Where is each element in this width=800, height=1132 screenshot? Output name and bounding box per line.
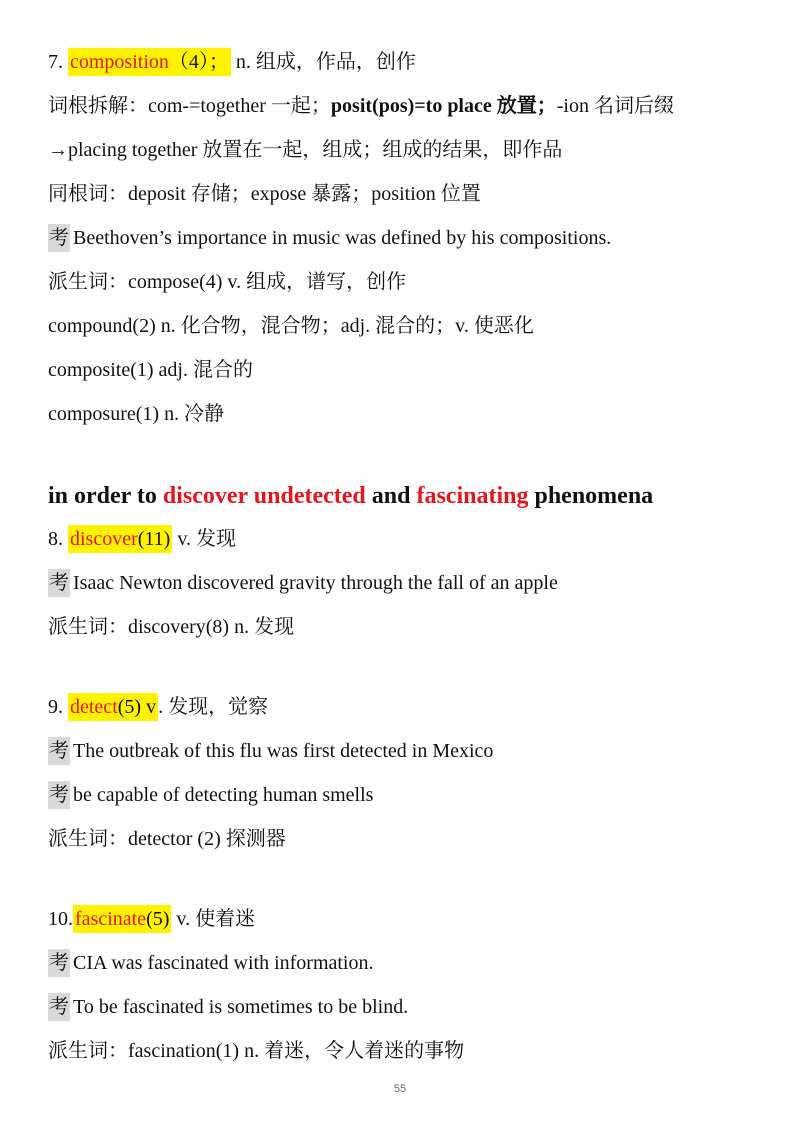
example-sentence: Isaac Newton discovered gravity through the fall of an apple <box>73 572 558 594</box>
example-line <box>48 224 776 252</box>
example-line <box>48 569 776 597</box>
heading-text: and <box>365 483 417 509</box>
entry-number: 10. <box>48 908 73 930</box>
entry-number: 9. <box>48 696 63 718</box>
exam-tag: 考 <box>48 993 70 1021</box>
section-heading <box>48 480 790 512</box>
example-line <box>48 737 776 765</box>
derived-line: 派生词：discovery(8) n. 发现 <box>48 616 295 638</box>
example-sentence: Beethoven’s importance in music was defined by his compositions. <box>73 227 612 249</box>
example-line <box>48 993 776 1021</box>
page-number: 55 <box>393 1083 407 1095</box>
exam-tag: 考 <box>48 224 70 252</box>
root-bold-text: posit(pos)=to place 放置； <box>330 95 557 117</box>
derived-line: composite(1) adj. 混合的 <box>48 359 253 381</box>
entry-10-heading <box>48 905 776 933</box>
example-line <box>48 781 776 809</box>
derived-line: 派生词：detector (2) 探测器 <box>48 828 286 850</box>
highlighted-term <box>68 693 158 721</box>
root-text: 词根拆解：com-=together 一起； <box>48 95 331 117</box>
definition: v. 使着迷 <box>171 908 256 930</box>
vocab-word: detect <box>70 696 118 718</box>
derived-line: composure(1) n. 冷静 <box>48 403 225 425</box>
entry-number: 7. <box>48 51 63 73</box>
cognates-line: 同根词：deposit 存储；expose 暴露；position 位置 <box>48 183 481 205</box>
root-breakdown <box>48 92 776 120</box>
example-sentence: To be fascinated is sometimes to be blind. <box>73 996 409 1018</box>
heading-keyword: fascinating <box>416 483 529 509</box>
entry-8-heading <box>48 525 776 553</box>
heading-keyword: discover <box>162 483 248 509</box>
derived-line: 派生词：compose(4) v. 组成，谱写，创作 <box>48 271 407 293</box>
derived-line: compound(2) n. 化合物，混合物；adj. 混合的；v. 使恶化 <box>48 315 534 337</box>
entry-9-heading <box>48 693 776 721</box>
frequency: (11) <box>137 528 171 550</box>
frequency: (5) v <box>117 696 157 718</box>
definition: n. 组成，作品，创作 <box>235 51 416 73</box>
frequency: （4）； <box>168 51 229 73</box>
exam-tag: 考 <box>48 781 70 809</box>
vocab-word: fascinate <box>75 908 147 930</box>
exam-tag: 考 <box>48 569 70 597</box>
exam-tag: 考 <box>48 737 70 765</box>
exam-tag: 考 <box>48 949 70 977</box>
example-sentence: CIA was fascinated with information. <box>73 952 374 974</box>
highlighted-term <box>68 525 172 553</box>
root-suffix-text: -ion 名词后缀 <box>556 95 674 117</box>
vocab-word: discover <box>70 528 138 550</box>
example-sentence: The outbreak of this flu was first detected in Mexico <box>73 740 494 762</box>
definition: v. 发现 <box>172 528 237 550</box>
heading-text: phenomena <box>528 483 654 509</box>
heading-keyword: undetected <box>253 483 366 509</box>
vocab-word: composition <box>70 51 169 73</box>
highlighted-term <box>73 905 171 933</box>
heading-text: in order to <box>48 483 163 509</box>
root-breakdown-continued: →placing together 放置在一起，组成；组成的结果，即作品 <box>48 139 563 161</box>
entry-7-heading <box>48 48 776 76</box>
entry-number: 8. <box>48 528 63 550</box>
highlighted-term <box>68 48 231 76</box>
example-line <box>48 949 776 977</box>
derived-line: 派生词：fascination(1) n. 着迷，令人着迷的事物 <box>48 1040 465 1062</box>
definition: . 发现，觉察 <box>158 696 269 718</box>
example-sentence: be capable of detecting human smells <box>73 784 374 806</box>
frequency: (5) <box>146 908 170 930</box>
